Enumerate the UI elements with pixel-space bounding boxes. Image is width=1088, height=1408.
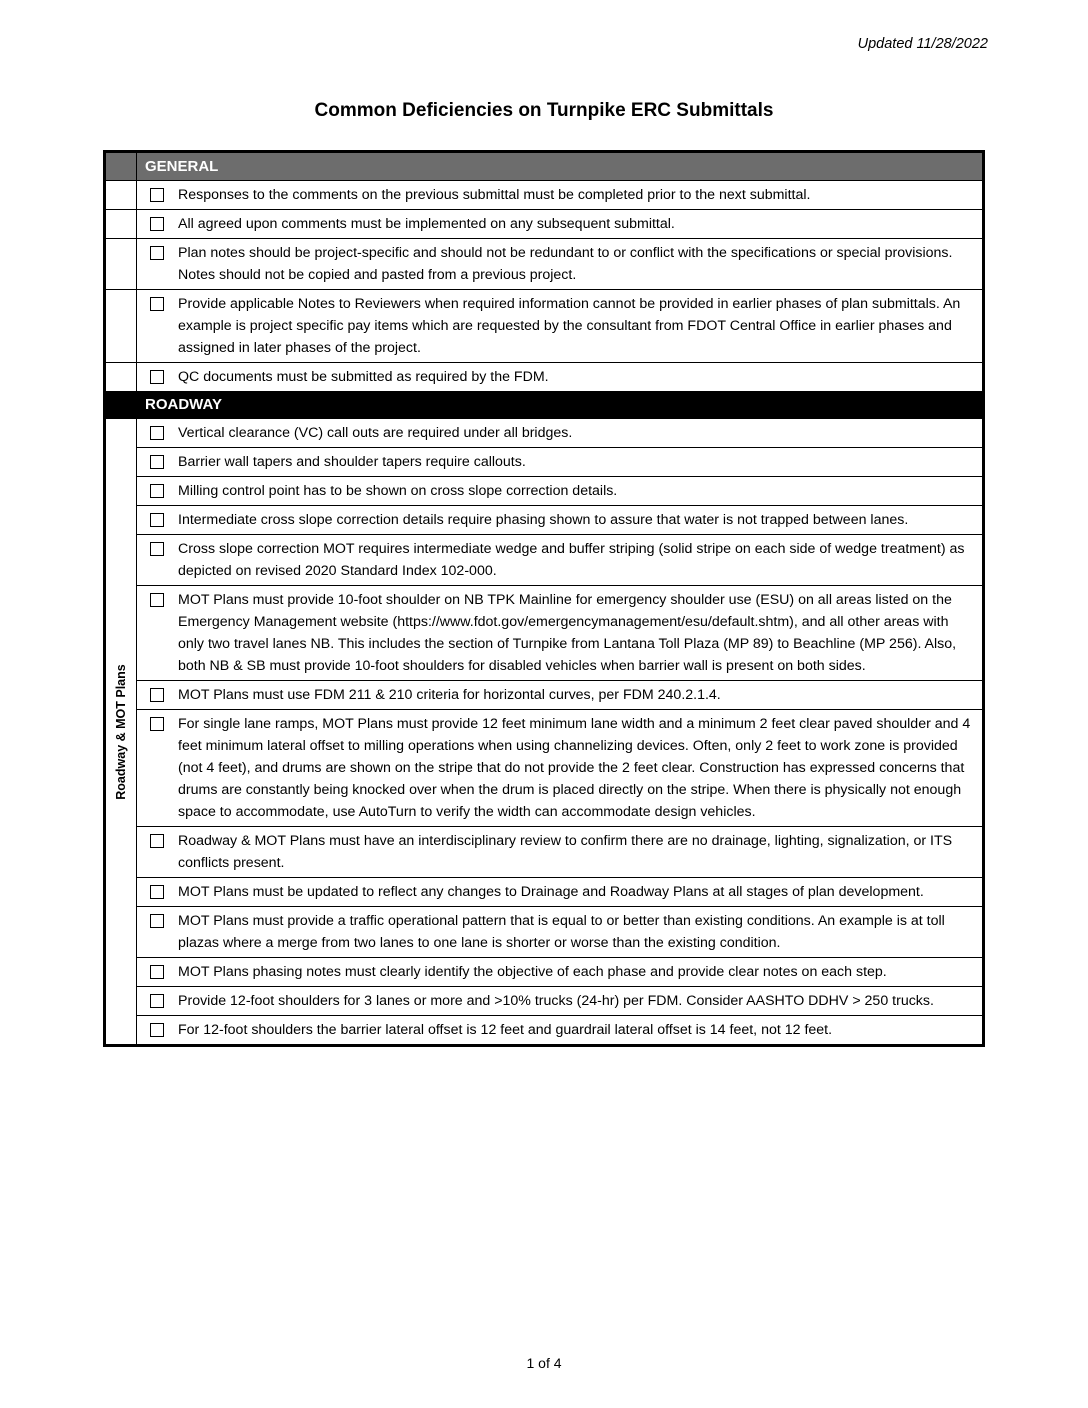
checklist-item bbox=[106, 290, 982, 363]
checklist-item bbox=[137, 586, 982, 681]
checklist-table bbox=[103, 150, 985, 1047]
checklist-item bbox=[137, 987, 982, 1016]
checklist-item-text: For 12-foot shoulders the barrier lateral offset is 12 feet and guardrail lateral offset is 14 feet, not 12 feet. bbox=[178, 1022, 833, 1038]
checklist-item-text: MOT Plans phasing notes must clearly identify the objective of each phase and provide clear notes on each step. bbox=[178, 964, 887, 980]
checklist-item-text: Barrier wall tapers and shoulder tapers require callouts. bbox=[178, 454, 526, 470]
checklist-item bbox=[137, 958, 982, 987]
section-title-roadway: ROADWAY bbox=[145, 396, 222, 413]
checklist-item-text: Provide applicable Notes to Reviewers when required information cannot be provided in earlier phases of plan submittals. An example is project specific pay items which are requested by the consultant from FDOT Central Office in earlier phases and assigned in later phases of the project. bbox=[178, 296, 961, 356]
checkbox[interactable] bbox=[150, 593, 164, 607]
checkbox[interactable] bbox=[150, 297, 164, 311]
checklist-item-text: Responses to the comments on the previous submittal must be completed prior to the next submittal. bbox=[178, 187, 811, 203]
checklist-item-text: MOT Plans must use FDM 211 & 210 criteria for horizontal curves, per FDM 240.2.1.4. bbox=[178, 687, 721, 703]
checkbox[interactable] bbox=[150, 455, 164, 469]
checkbox[interactable] bbox=[150, 717, 164, 731]
checkbox[interactable] bbox=[150, 965, 164, 979]
checkbox[interactable] bbox=[150, 688, 164, 702]
checklist-item-text: Cross slope correction MOT requires intermediate wedge and buffer striping (solid stripe on each side of wedge treatment) as depicted on revised 2020 Standard Index 102-000. bbox=[178, 541, 965, 579]
checklist-item bbox=[137, 1016, 982, 1044]
side-label-column bbox=[106, 419, 137, 1044]
checklist-item bbox=[137, 448, 982, 477]
checklist-item bbox=[137, 907, 982, 958]
checklist-item-text: All agreed upon comments must be implemented on any subsequent submittal. bbox=[178, 216, 675, 232]
checkbox[interactable] bbox=[150, 370, 164, 384]
checklist-item-text: Milling control point has to be shown on cross slope correction details. bbox=[178, 483, 618, 499]
checklist-item-text: For single lane ramps, MOT Plans must provide 12 feet minimum lane width and a minimum 2 feet clear paved shoulder and 4 feet minimum lateral offset to milling operations when using channelizing devices. Often, only 2 feet to work zone is provided (not 4 feet), and drums are shown on the stripe that do not provide the 2 feet clear. Construction has expressed concerns that drums are constantly being knocked over when the drum is placed directly on the stripe. When there is physically not enough space to accommodate, use AutoTurn to verify the width can accommodate design vehicles. bbox=[178, 716, 971, 820]
checklist-item-text: Provide 12-foot shoulders for 3 lanes or more and >10% trucks (24-hr) per FDM. Consider AASHTO DDHV > 250 trucks. bbox=[178, 993, 934, 1009]
checkbox[interactable] bbox=[150, 914, 164, 928]
checklist-item bbox=[137, 681, 982, 710]
side-label: Roadway & MOT Plans bbox=[114, 663, 128, 800]
updated-date: Updated 11/28/2022 bbox=[857, 36, 988, 52]
page-number: 1 of 4 bbox=[526, 1355, 562, 1371]
checklist-item-text: Intermediate cross slope correction details require phasing shown to assure that water is not trapped between lanes. bbox=[178, 512, 909, 528]
checklist-item bbox=[106, 239, 982, 290]
checklist-item bbox=[137, 477, 982, 506]
checklist-item-text: QC documents must be submitted as required by the FDM. bbox=[178, 369, 549, 385]
checkbox[interactable] bbox=[150, 217, 164, 231]
checkbox[interactable] bbox=[150, 484, 164, 498]
checklist-item bbox=[106, 210, 982, 239]
checklist-item bbox=[137, 506, 982, 535]
checkbox[interactable] bbox=[150, 1023, 164, 1037]
checkbox[interactable] bbox=[150, 513, 164, 527]
checkbox[interactable] bbox=[150, 188, 164, 202]
checkbox[interactable] bbox=[150, 246, 164, 260]
checkbox[interactable] bbox=[150, 426, 164, 440]
checkbox[interactable] bbox=[150, 542, 164, 556]
checklist-item-text: Roadway & MOT Plans must have an interdisciplinary review to confirm there are no drainage, lighting, signalization, or ITS conflicts present. bbox=[178, 833, 953, 871]
checklist-item-text: Plan notes should be project-specific and should not be redundant to or conflict with the specifications or special provisions. Notes should not be copied and pasted from a previous project. bbox=[178, 245, 953, 283]
checkbox[interactable] bbox=[150, 834, 164, 848]
checklist-item-text: MOT Plans must provide a traffic operational pattern that is equal to or better than existing conditions. An example is at toll plazas where a merge from two lanes to one lane is shorter or worse than the existing condition. bbox=[178, 913, 945, 951]
section-title-general: GENERAL bbox=[145, 158, 219, 175]
roadway-items bbox=[137, 419, 982, 1044]
checklist-item bbox=[106, 363, 982, 391]
document-title: Common Deficiencies on Turnpike ERC Submittals bbox=[314, 100, 774, 121]
checklist-item bbox=[137, 419, 982, 448]
checklist-item-text: Vertical clearance (VC) call outs are required under all bridges. bbox=[178, 425, 573, 441]
general-items bbox=[106, 181, 982, 391]
checkbox[interactable] bbox=[150, 885, 164, 899]
checkbox[interactable] bbox=[150, 994, 164, 1008]
checklist-item bbox=[106, 181, 982, 210]
checklist-item-text: MOT Plans must provide 10-foot shoulder on NB TPK Mainline for emergency shoulder use (ESU) on all areas listed on the Emergency Management website (https://www.fdot.gov/emergencymanagement/esu/default.shtm), and all other areas with only two travel lanes NB. This includes the section of Turnpike from Lantana Toll Plaza (MP 89) to Beachline (MP 256). Also, both NB & SB must provide 10-foot shoulders for disabled vehicles when barrier wall is present on both sides. bbox=[178, 592, 957, 674]
checklist-item bbox=[137, 878, 982, 907]
roadway-section bbox=[106, 419, 982, 1044]
section-header-roadway bbox=[106, 391, 982, 419]
checklist-item bbox=[137, 827, 982, 878]
section-header-general bbox=[106, 153, 982, 181]
checklist-item-text: MOT Plans must be updated to reflect any changes to Drainage and Roadway Plans at all stages of plan development. bbox=[178, 884, 924, 900]
checklist-item bbox=[137, 535, 982, 586]
checklist-item bbox=[137, 710, 982, 827]
